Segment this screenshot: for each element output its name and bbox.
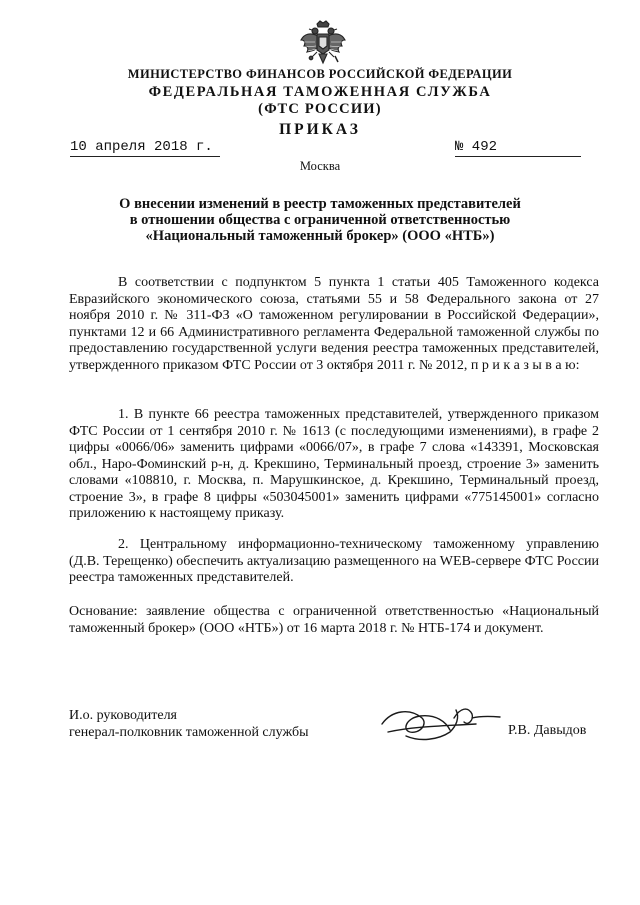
russian-coat-of-arms-icon xyxy=(298,18,348,68)
handwritten-signature xyxy=(376,696,506,746)
item-1-paragraph: 1. В пункте 66 реестра таможенных представителей, утвержденного приказом ФТС России от 1 сентября 2010 г. № 1613 (с последующими изменениями), в графе 2 цифры «0066/06» заменить цифрами «0066/07», в графе 7 слова «143391, Московская обл., Наро-Фоминский р-н, д. Крекшино, Терминальный проезд, строение 3» заменить словами «108810, г. Москва, п. Марушкинское, д. Крекшино, Терминальный проезд, строение 3», в графе 8 цифры «503045001» заменить цифрами «775145001» согласно приложению к настоящему приказу. xyxy=(69,407,599,521)
subject-line-2: в отношении общества с ограниченной ответственностью xyxy=(129,212,511,228)
signatory-role-line-1: И.о. руководителя xyxy=(69,708,178,723)
city: Москва xyxy=(299,159,341,173)
subject-line-3: «Национальный таможенный брокер» (ООО «НТБ») xyxy=(145,228,495,244)
order-date: 10 апреля 2018 г. xyxy=(70,139,220,157)
service-short-name: (ФТС РОССИИ) xyxy=(258,101,382,117)
preamble-paragraph: В соответствии с подпунктом 5 пункта 1 статьи 405 Таможенного кодекса Евразийского экономического союза, статьями 55 и 58 Федерального закона от 27 ноября 2010 г. № 311-ФЗ «О таможенном регулировании в Российской Федерации», пунктами 12 и 66 Административного регламента Федеральной таможенной службы по предоставлению государственной услуги ведения реестра таможенных представителей, утвержденного приказом ФТС России от 3 октября 2011 г. № 2012, п р и к а з ы в а ю: xyxy=(69,275,599,373)
basis-paragraph: Основание: заявление общества с ограниченной ответственностью «Национальный таможенный брокер» (ООО «НТБ») от 16 марта 2018 г. № НТБ-174 и документ. xyxy=(69,604,599,636)
order-number: № 492 xyxy=(455,139,581,157)
document-type: ПРИКАЗ xyxy=(279,121,361,138)
service-name: ФЕДЕРАЛЬНАЯ ТАМОЖЕННАЯ СЛУЖБА xyxy=(148,84,492,100)
item-2-paragraph: 2. Центральному информационно-техническому таможенному управлению (Д.В. Терещенко) обеспечить актуализацию размещенного на WEB-сервере ФТС России реестра таможенных представителей. xyxy=(69,537,599,585)
subject-line-1: О внесении изменений в реестр таможенных представителей xyxy=(119,196,521,212)
signatory-role-line-2: генерал-полковник таможенной службы xyxy=(69,725,309,740)
signatory-name: Р.В. Давыдов xyxy=(508,723,587,738)
ministry-name: МИНИСТЕРСТВО ФИНАНСОВ РОССИЙСКОЙ ФЕДЕРАЦИИ xyxy=(127,67,513,81)
